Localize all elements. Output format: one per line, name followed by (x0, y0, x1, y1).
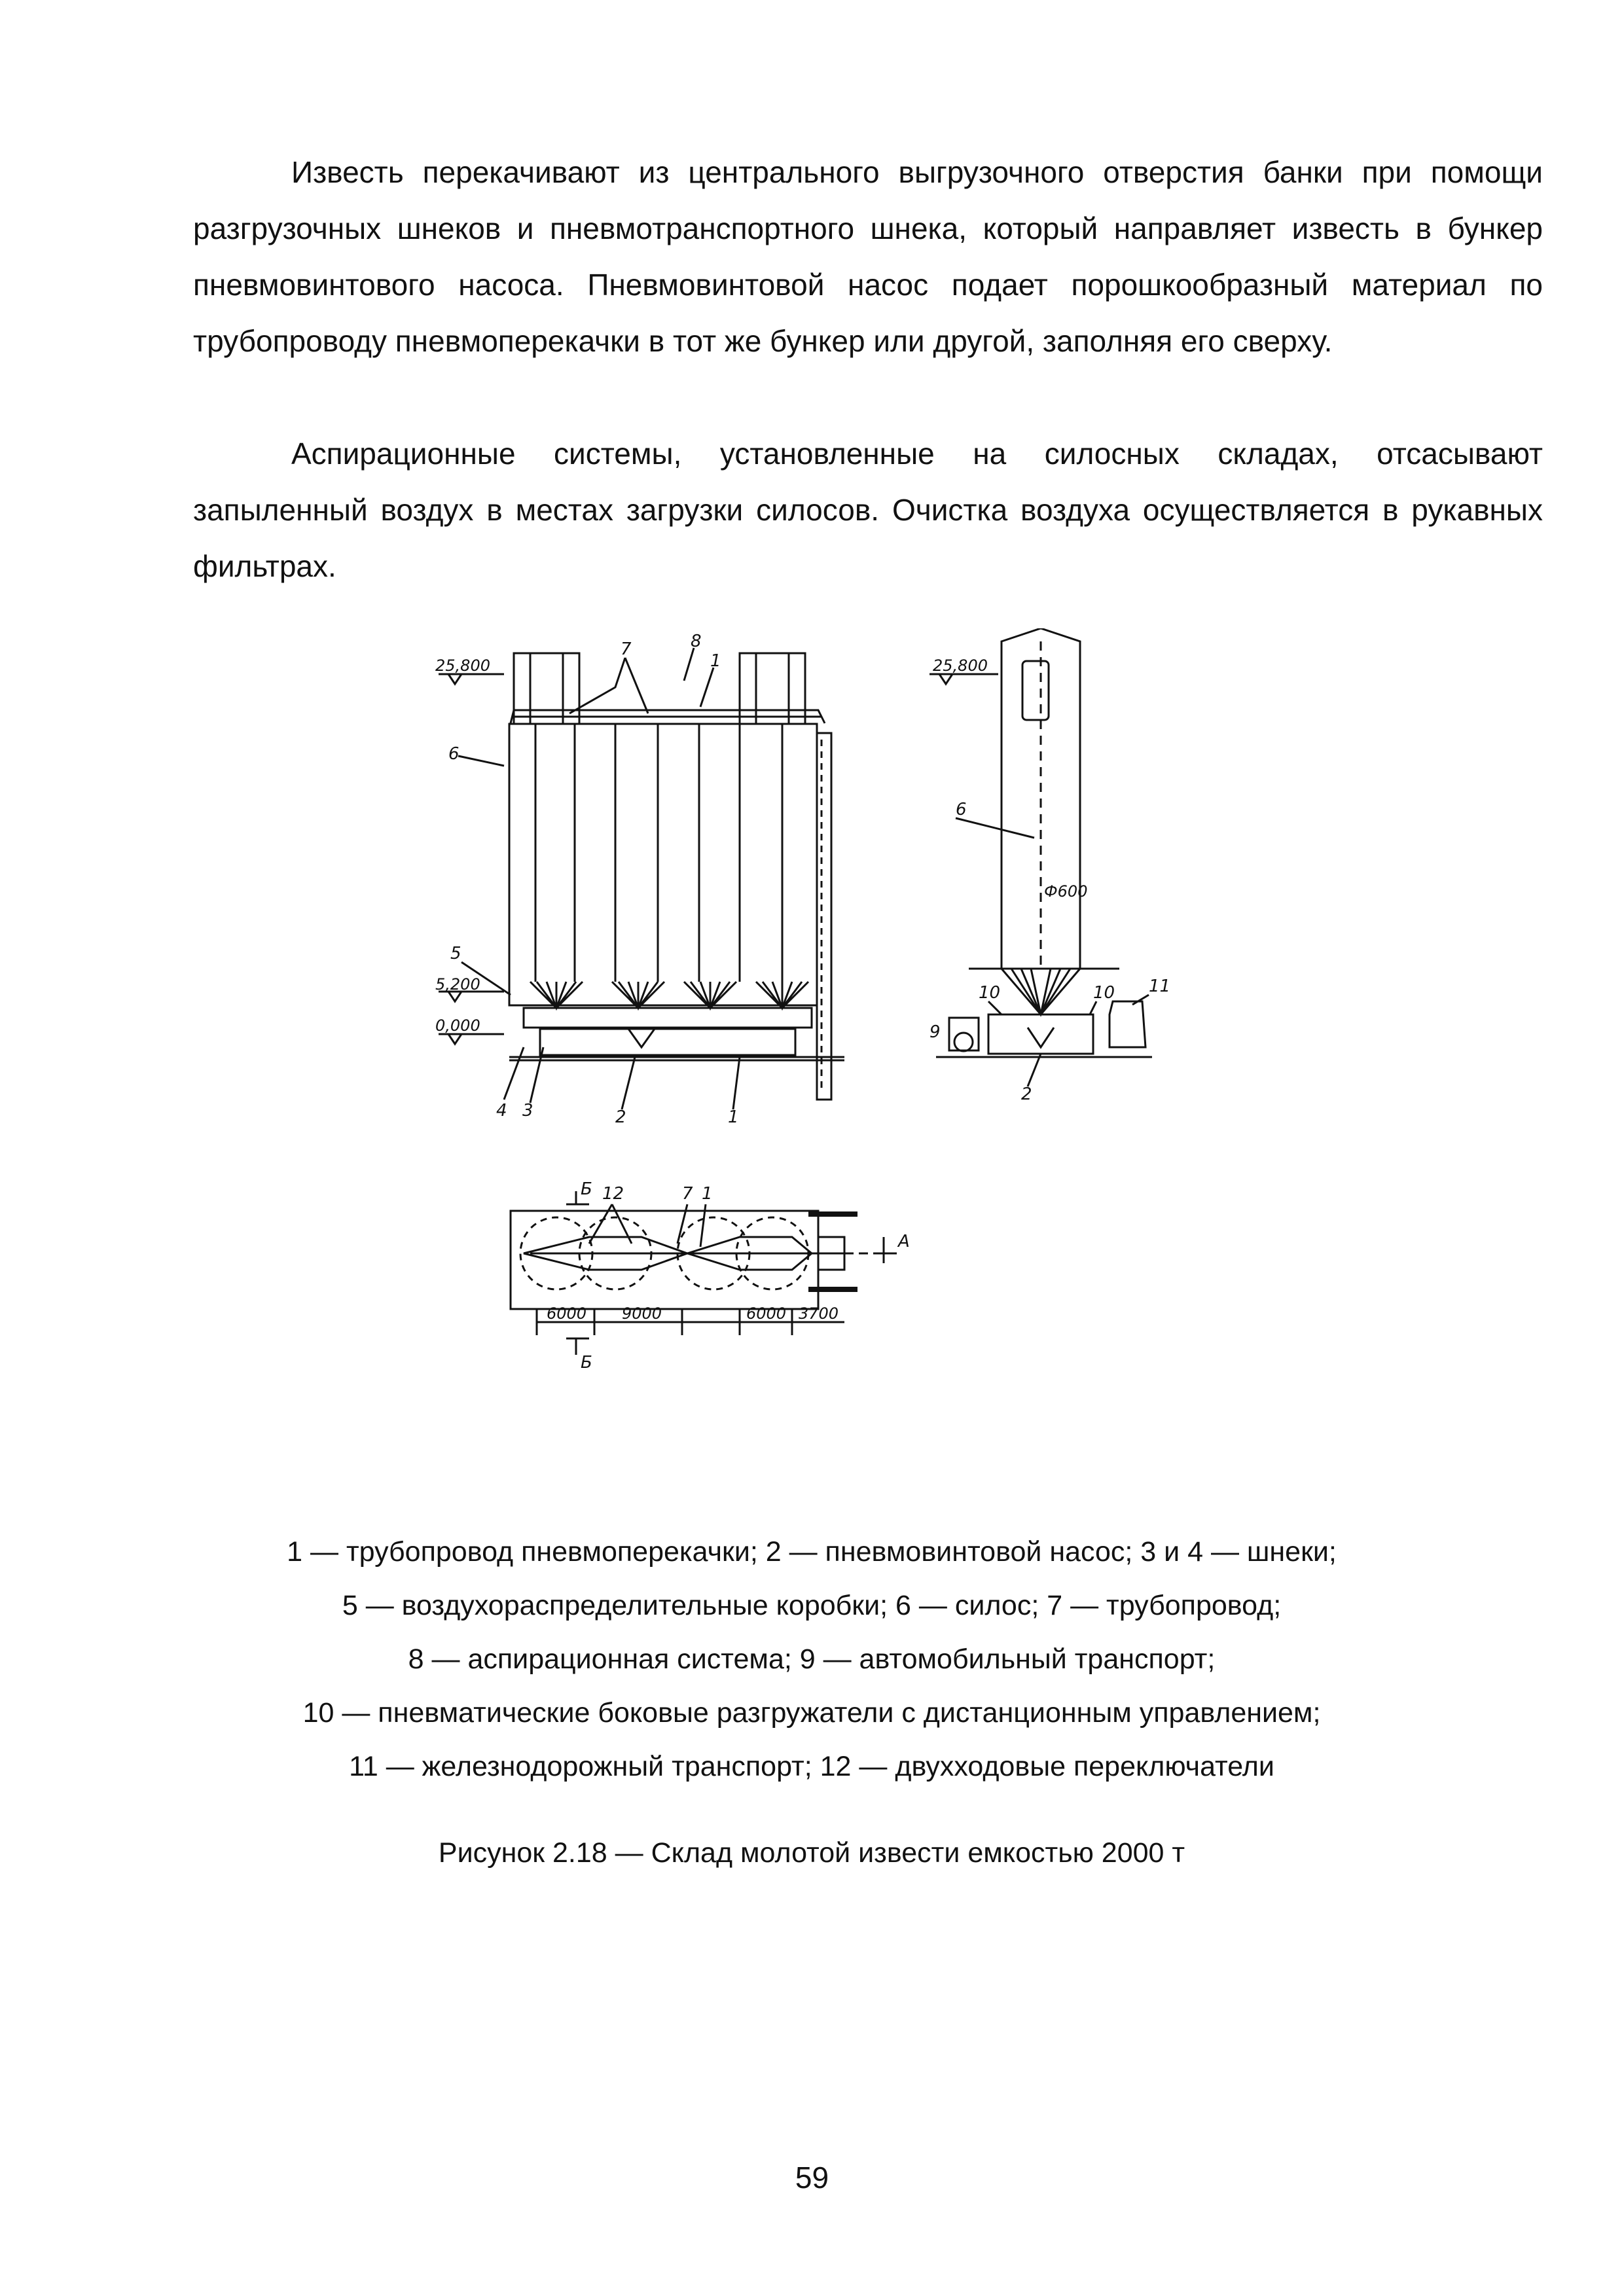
legend-line: 1 — трубопровод пневмоперекачки; 2 — пневмовинтовой насос; 3 и 4 — шнеки; (287, 1536, 1337, 1568)
paragraph-lime-transfer: Известь перекачивают из центрального выгрузочного отверстия банки при помощи разгрузочных шнеков и пневмотранспортного шнека, который направляет известь в бункер пневмовинтового насоса. Пневмовинтовой насос подает порошкообразный материал по трубопроводу пневмоперекачки в тот же бункер или другой, заполняя его сверху. (193, 155, 1543, 358)
legend-line: 5 — воздухораспределительные коробки; 6 — силос; 7 — трубопровод; (342, 1590, 1282, 1621)
side-label-2: 2 (1021, 1085, 1032, 1104)
front-label-7: 7 (621, 639, 632, 659)
legend-line: 8 — аспирационная система; 9 — автомобильный транспорт; (408, 1643, 1216, 1675)
side-label-11: 11 (1149, 977, 1171, 996)
dim-9000: 9000 (622, 1304, 662, 1323)
section-mark-bottom: Б (581, 1353, 592, 1372)
front-label-8: 8 (691, 632, 702, 651)
front-label-3: 3 (522, 1101, 533, 1121)
front-label-1-top: 1 (710, 651, 721, 671)
dim-6000-right: 6000 (746, 1304, 787, 1323)
elev-25800-side: 25,800 (933, 656, 988, 675)
side-label-9: 9 (929, 1022, 941, 1042)
diameter-label: Ф600 (1044, 882, 1088, 901)
side-label-10-left: 10 (979, 983, 1001, 1003)
section-mark-top: Б (581, 1179, 592, 1199)
legend-line: 10 — пневматические боковые разгружатели с дистанционным управлением; (302, 1697, 1321, 1729)
plan-view (511, 1191, 897, 1355)
warehouse-drawing (425, 628, 1316, 1512)
front-label-6: 6 (448, 744, 460, 764)
figure-legend (196, 1525, 1427, 1793)
dim-3700: 3700 (799, 1304, 839, 1323)
dim-6000-left: 6000 (547, 1304, 587, 1323)
side-label-10-right: 10 (1093, 983, 1115, 1003)
front-label-2: 2 (615, 1107, 626, 1127)
elev-5200: 5,200 (435, 975, 480, 994)
elev-25800-front: 25,800 (435, 656, 490, 675)
side-elevation (929, 628, 1152, 1086)
figure-title: Рисунок 2.18 — Склад молотой извести емкостью 2000 т (438, 1837, 1185, 1869)
plan-label-7: 7 (682, 1184, 693, 1204)
elev-0000: 0,000 (435, 1016, 480, 1035)
plan-label-1: 1 (702, 1184, 713, 1204)
legend-line: 11 — железнодорожный транспорт; 12 — двухходовые переключатели (349, 1751, 1274, 1782)
side-label-6: 6 (956, 800, 967, 819)
paragraph-aspiration: Аспирационные системы, установленные на силосных складах, отсасывают запыленный воздух в местах загрузки силосов. Очистка воздуха осуществляется в рукавных фильтрах. (193, 437, 1543, 583)
front-label-1-bottom: 1 (728, 1107, 739, 1127)
page-number: 59 (795, 2161, 829, 2195)
plan-label-12: 12 (602, 1184, 624, 1204)
front-label-5: 5 (450, 944, 461, 963)
front-elevation (439, 648, 844, 1109)
section-mark-a: А (898, 1232, 910, 1251)
front-label-4: 4 (496, 1101, 507, 1121)
